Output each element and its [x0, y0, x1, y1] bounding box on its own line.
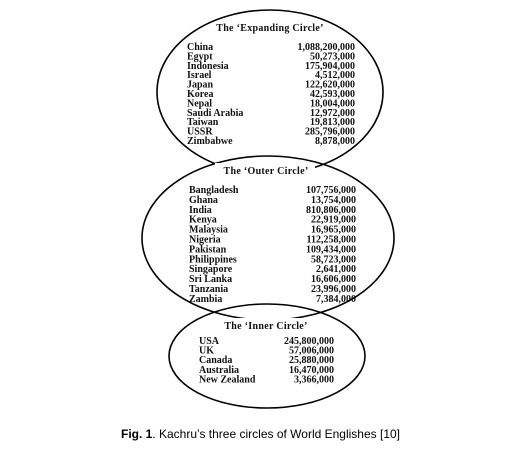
figure-caption — [0, 427, 521, 441]
outer-circle-outline — [142, 156, 394, 320]
outer-country-name: Singapore — [189, 264, 233, 276]
outer-country-name: Tanzania — [189, 284, 229, 295]
outer-population-value: 23,996,000 — [311, 284, 356, 295]
expanding-population-value: 12,972,000 — [310, 107, 355, 119]
expanding-population-value: 175,904,000 — [305, 60, 355, 72]
expanding-country-name: Israel — [187, 70, 212, 82]
outer-country-name: Nigeria — [189, 234, 221, 246]
expanding-country-name: USSR — [187, 126, 213, 138]
figure-label: Fig. 1 — [120, 427, 153, 441]
expanding-population-value: 1,088,200,000 — [297, 42, 355, 53]
inner-population-value: 57,006,000 — [289, 345, 334, 357]
inner-country-name: USA — [199, 336, 220, 347]
expanding-circle-title: The ‘Expanding Circle’ — [216, 23, 324, 34]
inner-population-value: 245,800,000 — [284, 336, 334, 347]
inner-country-name: UK — [199, 345, 214, 357]
expanding-population-value: 4,512,000 — [315, 70, 355, 82]
expanding-country-name: Korea — [187, 89, 214, 100]
outer-country-name: Malaysia — [189, 224, 228, 236]
outer-country-name: Zambia — [189, 293, 223, 305]
outer-country-name: Philippines — [189, 254, 237, 266]
inner-country-name: Canada — [199, 355, 233, 367]
expanding-population-value: 19,813,000 — [310, 117, 355, 129]
outer-country-name: Kenya — [189, 214, 217, 226]
outer-population-value: 13,754,000 — [311, 194, 356, 206]
inner-population-value: 25,880,000 — [289, 355, 334, 367]
inner-population-value: 3,366,000 — [294, 374, 334, 386]
outer-country-name: India — [189, 204, 212, 216]
outer-population-value: 109,434,000 — [306, 244, 356, 256]
expanding-country-name: Saudi Arabia — [187, 107, 244, 119]
inner-country-name: New Zealand — [199, 374, 256, 386]
expanding-population-value: 8,878,000 — [315, 136, 355, 147]
expanding-population-value: 50,273,000 — [310, 51, 355, 63]
expanding-population-value: 18,004,000 — [310, 98, 355, 110]
inner-population-value: 16,470,000 — [289, 364, 334, 376]
expanding-country-name: China — [187, 42, 214, 53]
outer-country-name: Pakistan — [189, 244, 227, 256]
inner-country-name: Australia — [199, 364, 239, 376]
expanding-country-name: Japan — [187, 79, 214, 91]
outer-country-name: Bangladesh — [189, 185, 239, 196]
outer-population-value: 16,606,000 — [311, 274, 356, 286]
outer-population-value: 112,258,000 — [306, 234, 356, 246]
outer-circle-title: The ‘Outer Circle’ — [223, 166, 309, 177]
figure-caption-text: . Kachru’s three circles of World Englishes [10] — [152, 427, 400, 441]
expanding-country-name: Indonesia — [187, 60, 229, 72]
inner-circle-title: The ‘Inner Circle’ — [224, 321, 308, 332]
outer-country-name: Sri Lanka — [189, 274, 233, 286]
expanding-country-name: Taiwan — [187, 117, 219, 129]
expanding-population-value: 285,796,000 — [305, 126, 355, 138]
expanding-population-value: 122,620,000 — [305, 79, 355, 91]
expanding-country-name: Egypt — [187, 51, 213, 63]
outer-population-value: 58,723,000 — [311, 254, 356, 266]
outer-country-name: Ghana — [189, 194, 218, 206]
expanding-circle-list — [187, 42, 355, 147]
outer-circle-list — [189, 185, 356, 305]
outer-population-value: 2,641,000 — [316, 264, 356, 276]
inner-circle-list — [199, 336, 334, 385]
outer-population-value: 7,384,000 — [316, 293, 356, 305]
outer-population-value: 22,919,000 — [311, 214, 356, 226]
outer-population-value: 16,965,000 — [311, 224, 356, 236]
expanding-country-name: Zimbabwe — [187, 136, 233, 147]
outer-population-value: 810,806,000 — [306, 204, 356, 216]
expanding-country-name: Nepal — [187, 98, 212, 110]
outer-population-value: 107,756,000 — [306, 185, 356, 196]
expanding-population-value: 42,593,000 — [310, 89, 355, 100]
